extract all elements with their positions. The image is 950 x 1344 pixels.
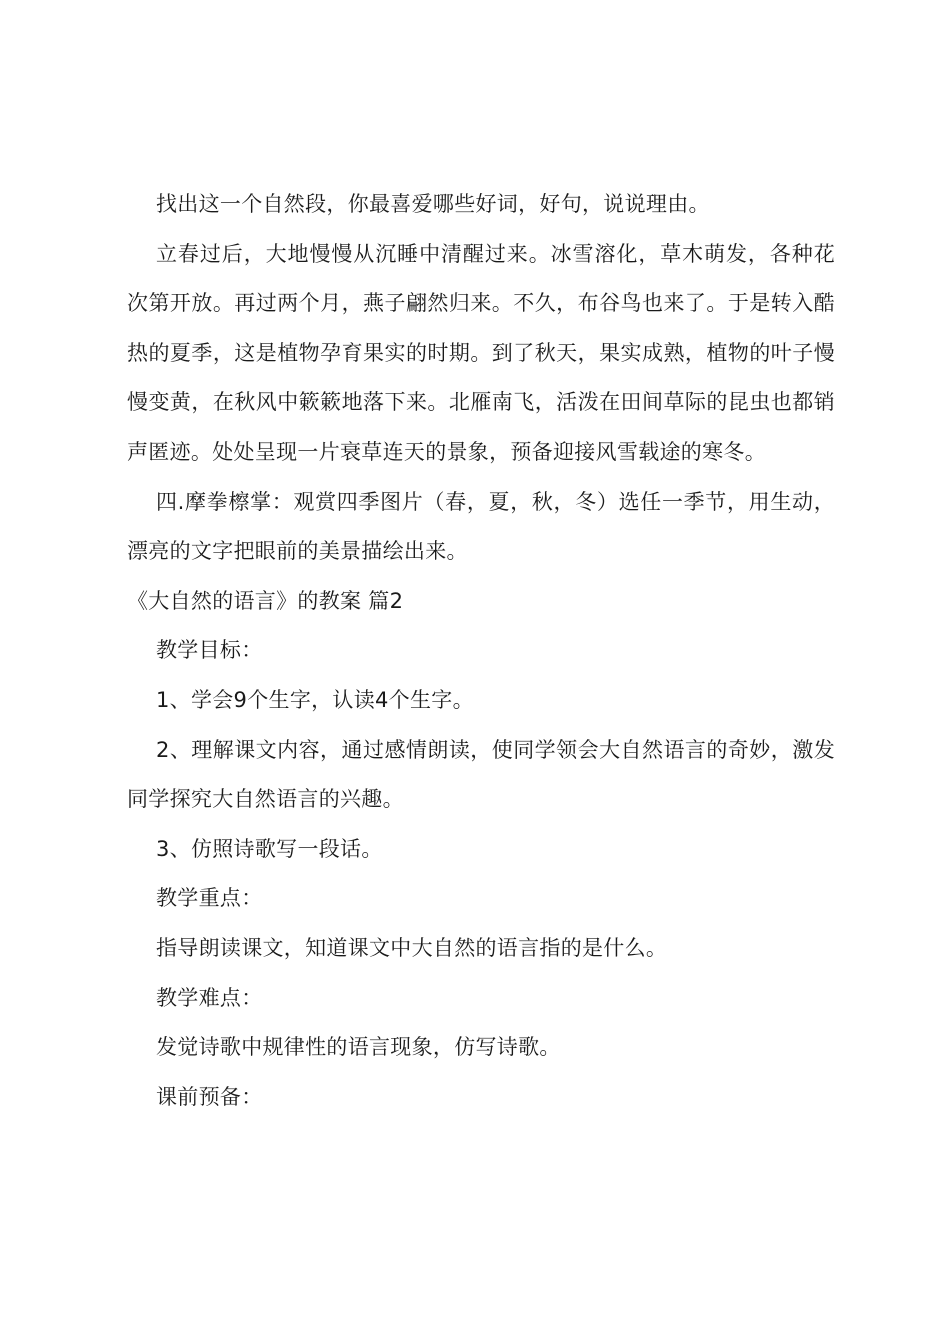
paragraph-teaching-goals-label: 教学目标： <box>156 638 263 663</box>
section-heading: 《大自然的语言》的教案 篇2 <box>127 588 404 613</box>
paragraph-key-points-label: 教学重点： <box>156 886 263 911</box>
paragraph-goal-one: 1、学会9个生字，认读4个生字。 <box>156 687 474 712</box>
paragraph-key-points-text: 指导朗读课文，知道课文中大自然的语言指的是什么。 <box>156 935 668 960</box>
paragraph-goal-two: 2、理解课文内容，通过感情朗读，使同学领会大自然语言的奇妙，激发同学探究大自然语言的兴趣。 <box>127 737 835 812</box>
paragraph-exercise-four: 四.摩拳檫掌：观赏四季图片（春，夏，秋，冬）选任一季节，用生动，漂亮的文字把眼前的美景描绘出来。 <box>127 489 835 564</box>
paragraph-goal-three: 3、仿照诗歌写一段话。 <box>156 836 383 861</box>
paragraph-difficulties-text: 发觉诗歌中规律性的语言现象，仿写诗歌。 <box>156 1035 561 1060</box>
paragraph-difficulties-label: 教学难点： <box>156 985 263 1010</box>
paragraph-seasons-text: 立春过后，大地慢慢从沉睡中清醒过来。冰雪溶化，草木萌发，各种花次第开放。再过两个月，燕子翩然归来。不久，布谷鸟也来了。于是转入酷热的夏季，这是植物孕育果实的时期。到了秋天，果实成熟，植物的叶子慢慢变黄，在秋风中簌簌地落下来。北雁南飞，活泼在田间草际的昆虫也都销声匿迹。处处呈现一片衰草连天的景象，预备迎接风雪载途的寒冬。 <box>127 241 835 464</box>
document-page <box>127 180 835 1122</box>
paragraph-preparation-label: 课前预备： <box>156 1084 263 1109</box>
paragraph-find-phrases: 找出这一个自然段，你最喜爱哪些好词，好句，说说理由。 <box>156 192 710 216</box>
